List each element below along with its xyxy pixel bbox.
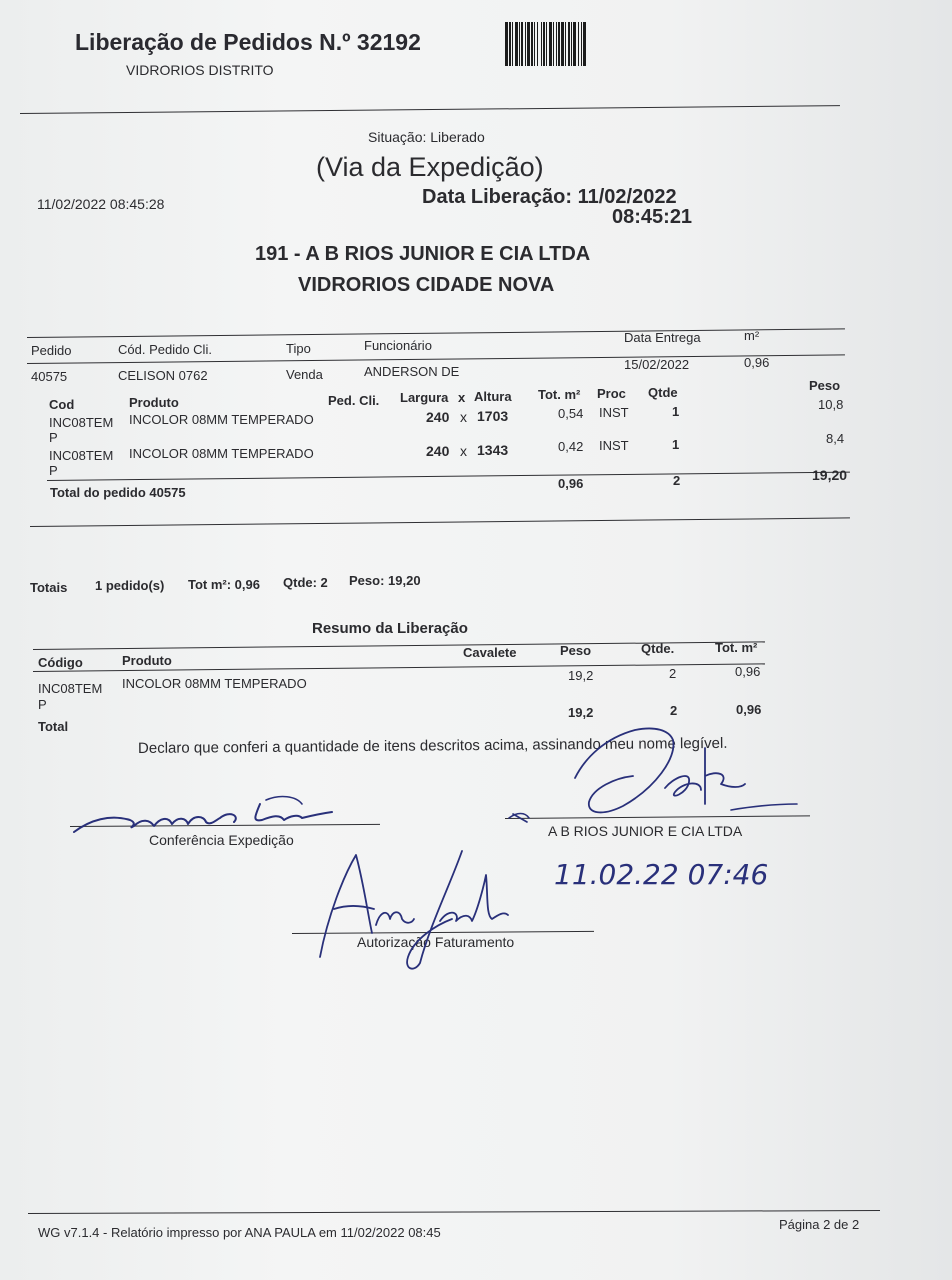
summary-total-tot-m2: 0,96 [736, 702, 762, 717]
document-title: Liberação de Pedidos N.º 32192 [75, 29, 421, 55]
header-divider [20, 105, 840, 114]
item-2-produto: INCOLOR 08MM TEMPERADO [129, 446, 314, 461]
summary-col-peso: Peso [560, 643, 592, 658]
customer-name: 191 - A B RIOS JUNIOR E CIA LTDA [255, 243, 591, 265]
summary-total-peso: 19,2 [568, 705, 594, 720]
billing-label: Autorização Faturamento [357, 934, 515, 950]
col-pedido: Pedido [31, 343, 72, 358]
col-cod-pedido-cli: Cód. Pedido Cli. [118, 342, 212, 357]
customer-store: VIDRORIOS CIDADE NOVA [298, 274, 555, 296]
order-top-line [27, 328, 845, 338]
summary-row-qtde: 2 [669, 666, 677, 681]
value-tipo: Venda [286, 367, 323, 382]
barcode-bar [586, 22, 587, 66]
via-title: (Via da Expedição) [316, 152, 544, 182]
item-1-altura: 1703 [477, 408, 509, 424]
value-data-entrega: 15/02/2022 [624, 357, 690, 372]
item-1-largura: 240 [426, 409, 450, 425]
summary-col-cavalete: Cavalete [463, 645, 517, 660]
value-funcionario: ANDERSON DE [364, 364, 460, 379]
summary-col-codigo: Código [38, 655, 83, 670]
summary-total-label: Total [38, 719, 69, 734]
footer-printed-by: WG v7.1.4 - Relatório impresso por ANA PAULA em 11/02/2022 08:45 [38, 1225, 441, 1240]
summary-col-qtde: Qtde. [641, 641, 675, 656]
summary-row-codigo-cont: P [38, 697, 47, 712]
items-total-line [47, 472, 850, 481]
summary-row-codigo: INC08TEM [38, 681, 103, 696]
company-name: VIDRORIOS DISTRITO [126, 62, 274, 78]
item-1-x: x [460, 409, 467, 425]
summary-row-tot-m2: 0,96 [735, 664, 761, 679]
items-col-ped-cli: Ped. Cli. [328, 393, 380, 408]
items-col-qtde: Qtde [648, 385, 678, 400]
totals-m2: Tot m²: 0,96 [188, 577, 260, 592]
handwritten-date [550, 840, 790, 895]
col-m2: m² [744, 328, 760, 343]
totals-pedidos: 1 pedido(s) [95, 578, 165, 593]
order-total-qtde: 2 [673, 473, 681, 488]
item-1-cod-cont: P [49, 430, 58, 445]
item-1-tot-m2: 0,54 [558, 406, 584, 421]
item-1-peso: 10,8 [818, 397, 844, 412]
summary-total-qtde: 2 [670, 703, 678, 718]
totals-qtde: Qtde: 2 [283, 575, 328, 590]
item-2-x: x [460, 443, 467, 459]
item-1-proc: INST [599, 405, 629, 420]
item-2-largura: 240 [426, 443, 450, 459]
items-col-x: x [458, 390, 466, 405]
release-time: 08:45:21 [612, 206, 693, 228]
footer-line [28, 1210, 880, 1214]
col-funcionario: Funcionário [364, 338, 432, 353]
item-1-produto: INCOLOR 08MM TEMPERADO [129, 412, 314, 427]
item-2-qtde: 1 [672, 437, 680, 452]
items-col-altura: Altura [474, 389, 512, 404]
summary-row-peso: 19,2 [568, 668, 594, 683]
barcode [505, 22, 647, 66]
declaration-text: Declaro que conferi a quantidade de itens descritos acima, assinando meu nome legível. [137, 734, 728, 757]
items-col-tot-m2: Tot. m² [538, 387, 581, 402]
items-col-cod: Cod [49, 397, 75, 412]
item-2-tot-m2: 0,42 [558, 439, 584, 454]
item-2-peso: 8,4 [826, 431, 845, 446]
order-total-m2: 0,96 [558, 476, 584, 491]
conference-signature [70, 790, 350, 840]
customer-signature-label: A B RIOS JUNIOR E CIA LTDA [548, 823, 743, 839]
item-2-cod-cont: P [49, 463, 58, 478]
billing-signature [300, 845, 530, 975]
order-total-label: Total do pedido 40575 [50, 485, 186, 500]
release-date: Data Liberação: 11/02/2022 [422, 186, 677, 208]
printed-datetime: 11/02/2022 08:45:28 [37, 196, 165, 212]
col-data-entrega: Data Entrega [624, 330, 701, 345]
item-2-altura: 1343 [477, 442, 509, 458]
item-2-proc: INST [599, 438, 629, 453]
conference-label: Conferência Expedição [149, 832, 294, 848]
order-total-peso: 19,20 [812, 467, 848, 483]
customer-signature [505, 718, 805, 828]
items-bottom-line [30, 517, 850, 527]
summary-row-produto: INCOLOR 08MM TEMPERADO [122, 676, 307, 691]
handwritten-date-text: 11.02.22 07:46 [554, 858, 769, 891]
items-col-peso: Peso [809, 378, 841, 393]
item-2-cod: INC08TEM [49, 448, 114, 463]
footer-page: Página 2 de 2 [779, 1217, 860, 1232]
item-1-cod: INC08TEM [49, 415, 114, 430]
items-col-largura: Largura [400, 390, 449, 405]
col-tipo: Tipo [286, 341, 311, 356]
value-m2: 0,96 [744, 355, 770, 370]
status-text: Situação: Liberado [368, 129, 485, 145]
value-pedido: 40575 [31, 369, 68, 384]
summary-col-tot-m2: Tot. m² [715, 640, 758, 655]
value-cod-pedido-cli: CELISON 0762 [118, 368, 208, 383]
totals-label: Totais [30, 580, 68, 595]
summary-col-produto: Produto [122, 653, 172, 668]
items-col-produto: Produto [129, 395, 179, 410]
items-col-proc: Proc [597, 386, 626, 401]
summary-title: Resumo da Liberação [312, 620, 468, 637]
totals-peso: Peso: 19,20 [349, 573, 421, 588]
item-1-qtde: 1 [672, 404, 680, 419]
